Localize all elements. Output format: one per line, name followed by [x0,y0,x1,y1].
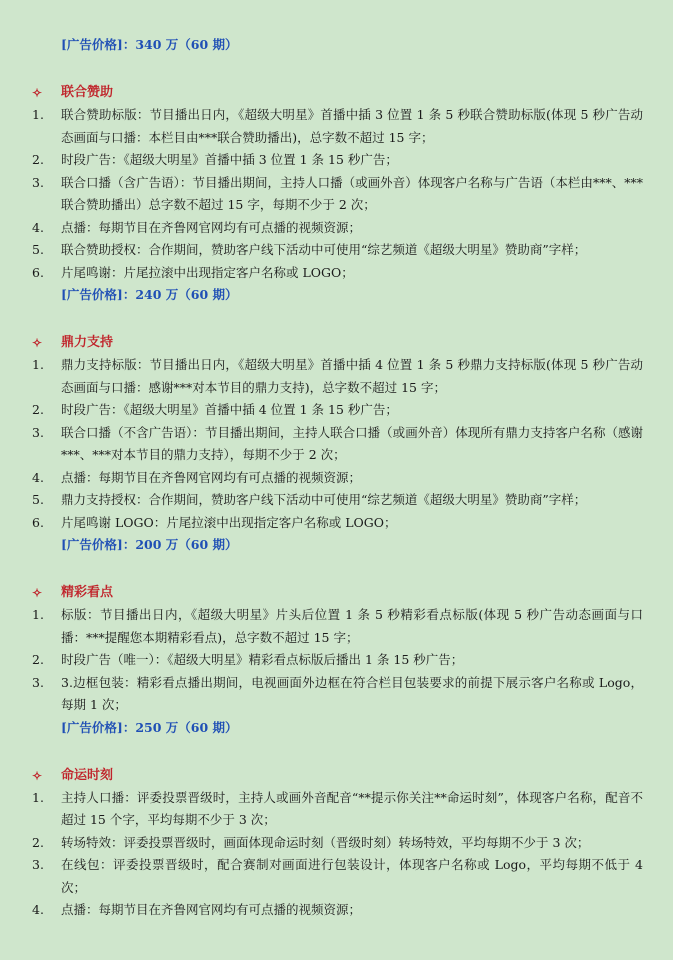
diamond-bullet-icon: ✧ [32,768,43,783]
list-item: 1. 鼎力支持标版：节目播出日内，《超级大明星》首播中插 4 位置 1 条 5 秒鼎力支持标版(体现 5 秒广告动态画面与口播：感谢***对本节目的鼎力支持)，总字数不超过 15 字； [32,357,643,395]
price-line: [广告价格]：240 万（60 期） [61,287,238,302]
list-item: 6. 片尾鸣谢：片尾拉滚中出现指定客户名称或 LOGO； [32,264,354,280]
list-item: 6. 片尾鸣谢 LOGO：片尾拉滚中出现指定客户名称或 LOGO； [32,514,397,530]
list-item: 1. 联合赞助标版：节目播出日内，《超级大明星》首播中插 3 位置 1 条 5 秒联合赞助标版(体现 5 秒广告动态画面与口播：本栏目由***联合赞助播出)，总字数不超过 15 字； [32,107,643,145]
section-heading: ✧ 联合赞助 [32,82,643,104]
price-line: [广告价格]：340 万（60 期） [61,37,238,52]
list-item: 1. 主持人口播：评委投票晋级时，主持人或画外音配音“**提示你关注**命运时刻”，体现客户名称，配音不超过 15 个字，平均每期不少于 3 次； [32,789,643,827]
list-item: 3. 在线包：评委投票晋级时，配合赛制对画面进行包装设计，体现客户名称或 Logo，平均每期不低于 4 次； [32,857,643,895]
section-heading: ✧ 命运时刻 [32,765,643,787]
diamond-bullet-icon: ✧ [32,336,43,350]
list-item: 2. 时段广告（唯一）：《超级大明星》精彩看点标版后播出 1 条 15 秒广告； [32,652,464,667]
list-item: 1. 标版：节目播出日内，《超级大明星》片头后位置 1 条 5 秒精彩看点标版(体现 5 秒广告动态画面与口播：***提醒您本期精彩看点)，总字数不超过 15 字； [32,607,643,645]
list-item: 3. 联合口播（含广告语）：节目播出期间，主持人口播（或画外音）体现客户名称与广告语（本栏由***、***联合赞助播出）总字数不超过 15 字，每期不少于 2 次； [32,174,643,212]
section-heading: ✧ 鼎力支持 [32,332,643,354]
list-item: 4. 点播：每期节目在齐鲁网官网均有可点播的视频资源； [32,902,362,917]
price-line: [广告价格]：200 万（60 期） [61,537,238,552]
list-item: 3. 联合口播（不含广告语）：节目播出期间，主持人联合口播（或画外音）体现所有鼎力支持客户名称（感谢***、***对本节目的鼎力支持），每期不少于 2 次； [32,424,643,462]
price-line: [广告价格]：250 万（60 期） [61,719,238,735]
list-item: 5. 鼎力支持授权：合作期间，赞助客户线下活动中可使用“综艺频道《超级大明星》赞助商”字样； [32,492,587,507]
list-item: 2. 时段广告：《超级大明星》首播中插 3 位置 1 条 15 秒广告； [32,152,398,167]
list-item: 5. 联合赞助授权：合作期间，赞助客户线下活动中可使用“综艺频道《超级大明星》赞助商”字样； [32,242,587,257]
list-item: 2. 转场特效：评委投票晋级时，画面体现命运时刻（晋级时刻）转场特效，平均每期不少于 3 次； [32,834,590,850]
diamond-bullet-icon: ✧ [32,86,43,100]
section-heading: ✧ 精彩看点 [32,582,643,604]
list-item: 2. 时段广告：《超级大明星》首播中插 4 位置 1 条 15 秒广告； [32,402,398,417]
list-item: 4. 点播：每期节目在齐鲁网官网均有可点播的视频资源； [32,469,362,485]
list-item: 4. 点播：每期节目在齐鲁网官网均有可点播的视频资源； [32,219,362,235]
diamond-bullet-icon: ✧ [32,586,43,600]
list-item: 3. 3.边框包装：精彩看点播出期间，电视画面外边框在符合栏目包装要求的前提下展示客户名称或 Logo，每期 1 次； [32,674,643,712]
